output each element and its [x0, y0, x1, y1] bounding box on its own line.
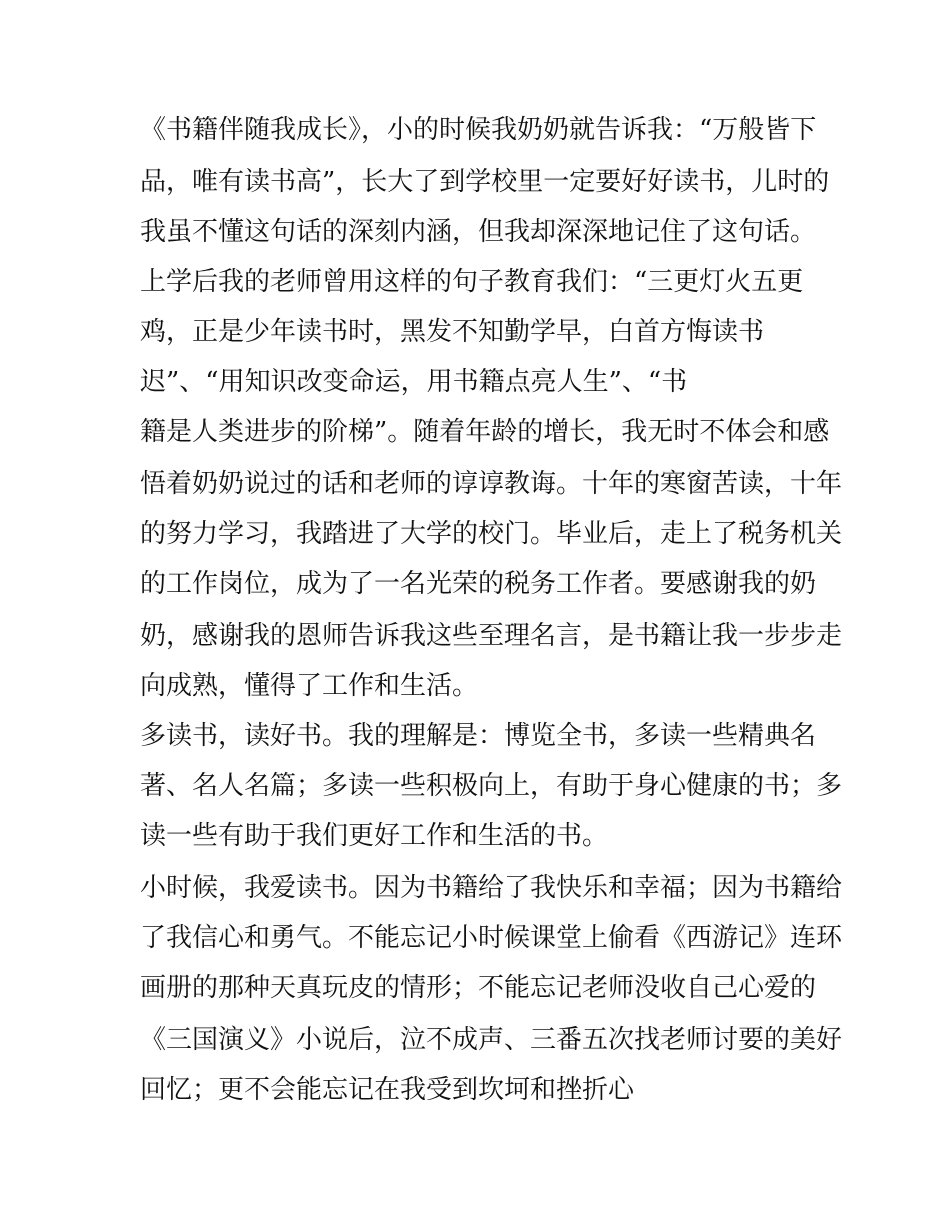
text-line: 的努力学习，我踏进了大学的校门。毕业后，走上了税务机关	[140, 519, 843, 549]
text-line: 读一些有助于我们更好工作和生活的书。	[140, 821, 609, 851]
text-line: 《书籍伴随我成长》，小的时候我奶奶就告诉我：“万般皆下	[140, 115, 817, 145]
text-line: 多读书，读好书。我的理解是：博览全书，多读一些精典名	[140, 721, 817, 751]
text-line: 的工作岗位，成为了一名光荣的税务工作者。要感谢我的奶	[140, 569, 817, 599]
text-line: 鸡，正是少年读书时，黑发不知勤学早，白首方悔读书	[140, 317, 765, 347]
text-line: 奶，感谢我的恩师告诉我这些至理名言，是书籍让我一步步走	[140, 621, 843, 651]
text-line: 悟着奶奶说过的话和老师的谆谆教诲。十年的寒窗苦读，十年	[140, 469, 843, 499]
text-line: 《三国演义》小说后，泣不成声、三番五次找老师讨要的美好	[140, 1025, 843, 1055]
text-line: 小时候，我爱读书。因为书籍给了我快乐和幸福；因为书籍给	[140, 873, 843, 903]
text-line: 我虽不懂这句话的深刻内涵，但我却深深地记住了这句话。	[140, 217, 817, 247]
text-line: 著、名人名篇；多读一些积极向上，有助于身心健康的书；多	[140, 771, 843, 801]
text-line: 品，唯有读书高”，长大了到学校里一定要好好读书，儿时的	[140, 167, 830, 197]
text-line: 回忆；更不会能忘记在我受到坎坷和挫折心	[140, 1075, 635, 1105]
text-line: 迟”、“用知识改变命运，用书籍点亮人生”、“书	[140, 367, 688, 397]
text-line: 画册的那种天真玩皮的情形；不能忘记老师没收自己心爱的	[140, 973, 817, 1003]
text-line: 了我信心和勇气。不能忘记小时候课堂上偷看《西游记》连环	[140, 923, 843, 953]
text-line: 向成熟，懂得了工作和生活。	[140, 671, 479, 701]
text-line: 上学后我的老师曾用这样的句子教育我们：“三更灯火五更	[140, 267, 804, 297]
text-line: 籍是人类进步的阶梯”。随着年龄的增长，我无时不体会和感	[140, 417, 830, 447]
